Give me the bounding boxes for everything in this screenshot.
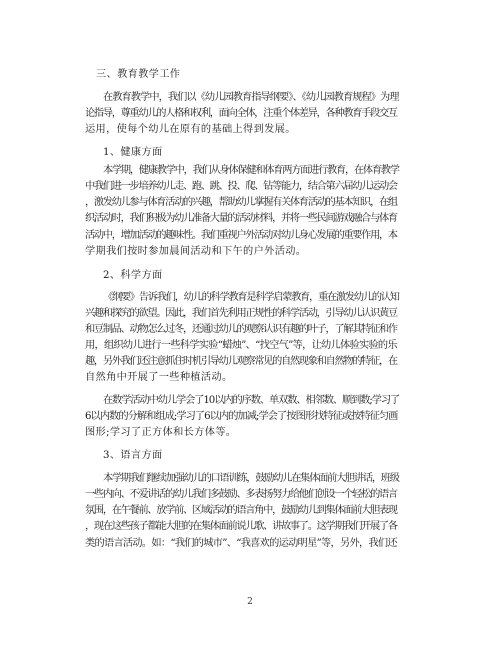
text-line: 和豆制品、动物怎么过冬，还通过幼儿的观察认识有趣的叶子，了解其特征和作 (85, 324, 397, 335)
text-line: 2、科学方面 (103, 270, 163, 281)
text-line: ，激发幼儿参与体育活动的兴趣，帮助幼儿掌握有关体育活动的基本知识，在组 (85, 197, 397, 208)
text-line: 《纲要》告诉我们，幼儿的科学教育是科学启蒙教育，重在激发幼儿的认知 (103, 292, 399, 303)
text-line: 学期我们按时参加晨间活动和下午的户外活动。 (85, 246, 307, 257)
text-line: 1、健康方面 (103, 147, 163, 158)
text-line: 兴趣和探究的欲望。因此，我们首先利用正规性的科学活动，引导幼儿认识黄豆 (85, 308, 397, 319)
text-line: 中我们进一步培养幼儿走、跑、跳、投、爬、钻等能力，结合第六届幼儿运动会 (85, 181, 397, 192)
text-line: 在教育教学中，我们以《幼儿园教育指导纲要》、《幼儿园教育规程》为理 (103, 92, 399, 103)
text-line: 自然角中开展了一些种植活动。 (85, 372, 233, 383)
text-line: 6以内数的分解和组成;学习了6以内的加减;学会了按图形找特征或按特征匀画 (85, 411, 398, 422)
page-number: 2 (247, 597, 253, 607)
text-line: 类的语言活动。如：“我们的城市”、“我喜欢的运动明星”等，另外，我们还 (85, 538, 397, 549)
text-line: 三、教育教学工作 (96, 69, 181, 80)
text-line: 活动中，增加活动的趣味性。我们重视户外活动对幼儿身心发展的重要作用，本 (85, 230, 397, 241)
text-line: 运用，使每个幼儿在原有的基础上得到发展。 (85, 124, 296, 135)
text-line: 论指导，尊重幼儿的人格和权利，面向全体，注重个体差异，各种教育手段交互 (85, 108, 397, 119)
text-line: 氛围，在午餐前、放学前、区域活动的语言角中，鼓励幼儿到集体面前大胆表现 (85, 505, 397, 516)
text-line: 图形;学习了正方体和长方体等。 (85, 427, 237, 438)
text-line: 用，组织幼儿进行一些科学实验“蜡烛”、“找空气”等，让幼儿体验实验的乐 (85, 340, 397, 351)
text-line: 织活动时，我们积极为幼儿准备大量的活动材料，并将一些民间游戏融合与体育 (85, 213, 397, 224)
text-line: 本学期，健康教学中，我们从身体保健和体育两方面进行教育，在体育教学 (103, 165, 399, 176)
text-line: 在数学活动中幼儿学会了10以内的序数、单双数、相邻数、顺到数;学习了 (103, 395, 400, 406)
text-line: 3、语言方面 (103, 450, 163, 461)
text-line: 趣，另外我们还注意抓住时机引导幼儿观察常见的自然现象和自然物的特征，在 (85, 356, 397, 367)
text-line: 本学期我们继续加强幼儿的口语训练，鼓励幼儿在集体面前大胆讲话，班级 (103, 473, 399, 484)
text-line: 一些内向、不爱讲话的幼儿我们多鼓励、多表扬努力给他们创设一个轻松的语言 (85, 489, 397, 500)
text-line: ，现在这些孩子都能大胆的在集体面前说儿歌、讲故事了。这学期我们开展了各 (85, 521, 397, 532)
